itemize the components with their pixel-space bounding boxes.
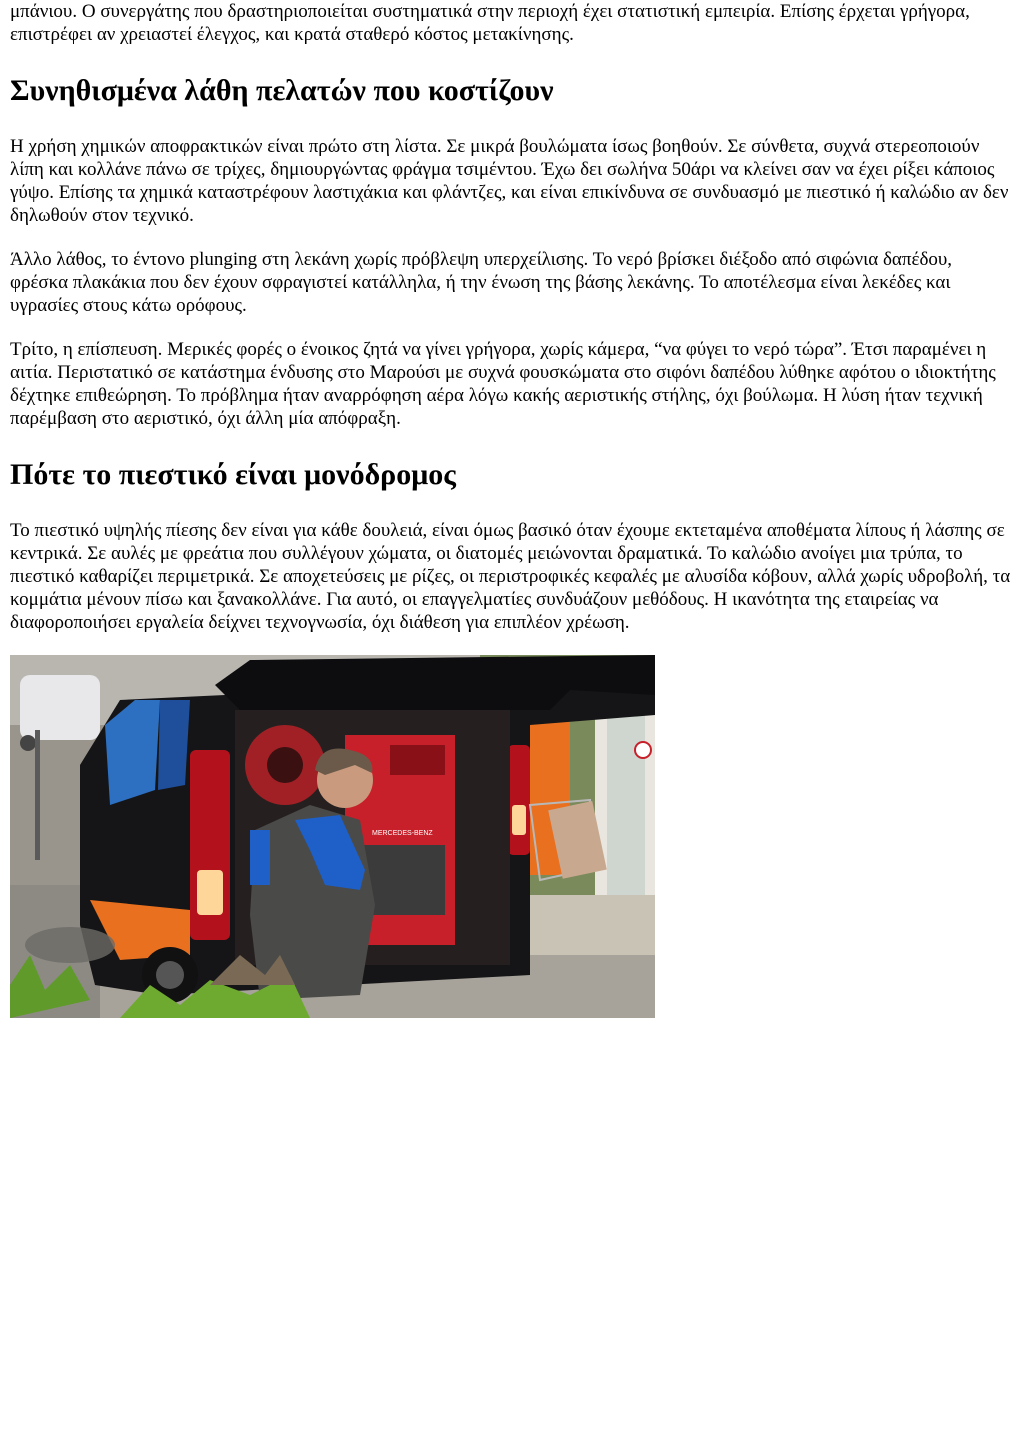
no-parking-sign <box>635 742 651 758</box>
paragraph-chemical-cleaners: Η χρήση χημικών αποφρακτικών είναι πρώτο στη λίστα. Σε μικρά βουλώματα ίσως βοηθούν. Σε σύνθετα, συχνά στερεοποιούν λίπη και κολλάνε πάνω σε τρίχες, δημιουργώντας φράγμα τσιμέντου. Έχω δει σωλήνα 50άρι να κλείνει σαν να έχει ρίξει κάποιος γύψο. Επίσης τα χημικά καταστρέφουν λαστιχάκια και φλάντζες, και είναι επικίνδυνα σε συνδυασμό με πιεστικό ή καλώδιο αν δεν δηλωθούν στον τεχνικό. <box>10 136 1009 226</box>
photo-pole <box>35 730 40 860</box>
section-heading-pressure-jetting: Πότε το πιεστικό είναι μονόδρομος <box>10 458 456 491</box>
article-photo-technician-van <box>10 655 655 1018</box>
paragraph-pressure-jetting: Το πιεστικό υψηλής πίεσης δεν είναι για κάθε δουλειά, είναι όμως βασικό όταν έχουμε εκτεταμένα αποθέματα λίπους ή λάσπης σε κεντρικά. Σε αυλές με φρεάτια που συλλέγουν χώματα, οι διατομές μειώνονται δραματικά. Το καλώδιο ανοίγει μια τρύπα, το πιεστικό καθαρίζει περιμετρικά. Σε αποχετεύσεις με ρίζες, οι περιστροφικές κεφαλές με αλυσίδα κόβουν, αλλά χωρίς υδροβολή, τα κομμάτια μένουν πίσω και ξανακολλάνε. Για αυτό, οι επαγγελματίες συνδυάζουν μεθόδους. Η ικανότητα της εταιρείας να διαφοροποιήσει εργαλεία δείχνει τεχνογνωσία, όχι διάθεση για επιπλέον χρέωση. <box>10 520 1011 633</box>
photo-white-car <box>20 675 100 740</box>
section-heading-common-mistakes: Συνηθισμένα λάθη πελατών που κοστίζουν <box>10 74 554 107</box>
paragraph-plunging: Άλλο λάθος, το έντονο plunging στη λεκάνη χωρίς πρόβλεψη υπερχείλισης. Το νερό βρίσκει διέξοδο από σιφώνια δαπέδου, φρέσκα πλακάκια που δεν έχουν σφραγιστεί κατάλληλα, ή την ένωση της βάσης λεκάνης. Το αποτέλεσμα είναι λεκέδες και υγρασίες στους κάτω ορόφους. <box>10 249 953 316</box>
paragraph-rushing: Τρίτο, η επίσπευση. Μερικές φορές ο ένοικος ζητά να γίνει γρήγορα, χωρίς κάμερα, “να φύγει το νερό τώρα”. Έτσι παραμένει η αιτία. Περιστατικό σε κατάστημα ένδυσης στο Μαρούσι με συχνά φουσκώματα στο σιφόνι δαπέδου λύθηκε αφότου ο ιδιοκτήτης δέχτηκε επιθεώρηση. Το πρόβλημα ήταν αναρρόφηση αέρα λόγω κακής αεριστικής στήλης, όχι βούλωμα. Η λύση ήταν τεχνική παρέμβαση στο αεριστικό, όχι άλλη μία απόφραξη. <box>10 339 996 429</box>
machine-label: MERCEDES-BENZ <box>372 830 433 837</box>
puddle <box>25 927 115 963</box>
intro-paragraph: μπάνιου. Ο συνεργάτης που δραστηριοποιείται συστηματικά στην περιοχή έχει στατιστική εμπειρία. Επίσης έρχεται γρήγορα, επιστρέφει αν χρειαστεί έλεγχος, και κρατά σταθερό κόστος μετακίνησης. <box>10 1 970 45</box>
